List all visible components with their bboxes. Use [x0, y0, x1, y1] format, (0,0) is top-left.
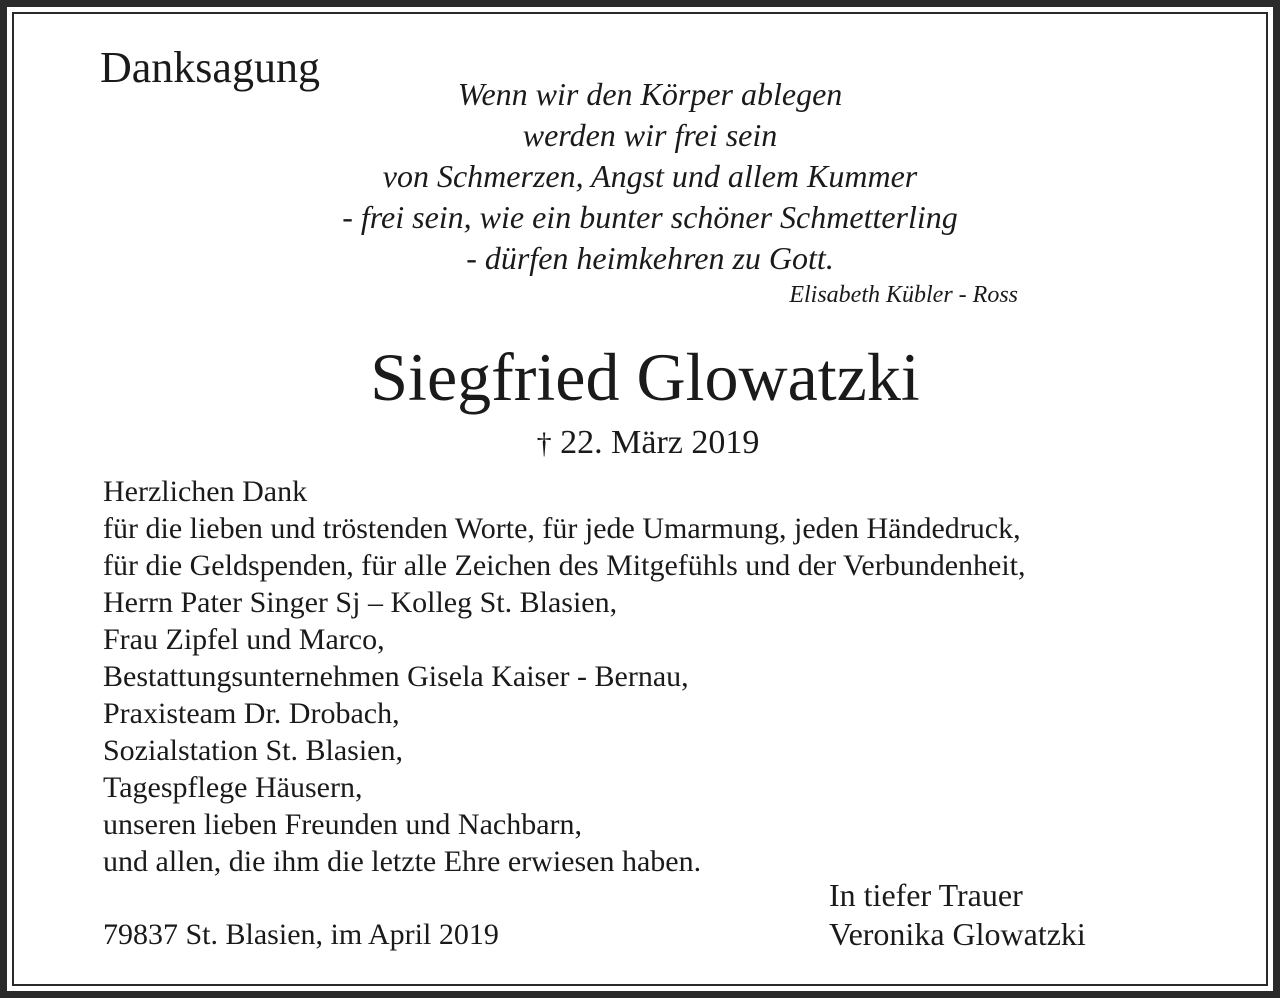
- thanks-line: Herrn Pater Singer Sj – Kolleg St. Blasien,: [103, 586, 618, 619]
- thanks-line: Bestattungsunternehmen Gisela Kaiser - Bernau,: [103, 660, 689, 693]
- death-date: 22. März 2019: [560, 424, 760, 461]
- deceased-name: Siegfried Glowatzki: [370, 339, 920, 415]
- place-date: 79837 St. Blasien, im April 2019: [103, 918, 499, 951]
- death-date-line: [0, 421, 1280, 466]
- poem-line: Wenn wir den Körper ablegen: [457, 76, 843, 112]
- poem-line: von Schmerzen, Angst und allem Kummer: [382, 158, 918, 194]
- thanks-line: Praxisteam Dr. Drobach,: [103, 697, 400, 730]
- thanks-line: für die lieben und tröstenden Worte, für jede Umarmung, jeden Händedruck,: [103, 512, 1021, 545]
- thanks-line: und allen, die ihm die letzte Ehre erwiesen haben.: [103, 845, 702, 878]
- poem-line: - frei sein, wie ein bunter schöner Schmetterling: [342, 199, 958, 235]
- page-title: Danksagung: [100, 43, 320, 92]
- thanks-text: [103, 473, 1026, 880]
- poem-line: werden wir frei sein: [522, 117, 778, 153]
- thanks-line: Sozialstation St. Blasien,: [103, 734, 403, 767]
- poem-author: Elisabeth Kübler - Ross: [789, 282, 1018, 308]
- cross-icon: †: [536, 427, 552, 460]
- thanks-line: Tagespflege Häusern,: [103, 771, 363, 804]
- poem-line: - dürfen heimkehren zu Gott.: [466, 240, 834, 276]
- thanks-line: Frau Zipfel und Marco,: [103, 623, 385, 656]
- signature-line-mourning: In tiefer Trauer: [829, 877, 1023, 913]
- thanks-line: Herzlichen Dank: [103, 475, 308, 508]
- signature-name: Veronika Glowatzki: [829, 916, 1086, 952]
- thanks-line: für die Geldspenden, für alle Zeichen des Mitgefühls und der Verbundenheit,: [103, 549, 1026, 582]
- signature: [829, 876, 1086, 954]
- thanks-line: unseren lieben Freunden und Nachbarn,: [103, 808, 583, 841]
- poem: [300, 74, 1000, 279]
